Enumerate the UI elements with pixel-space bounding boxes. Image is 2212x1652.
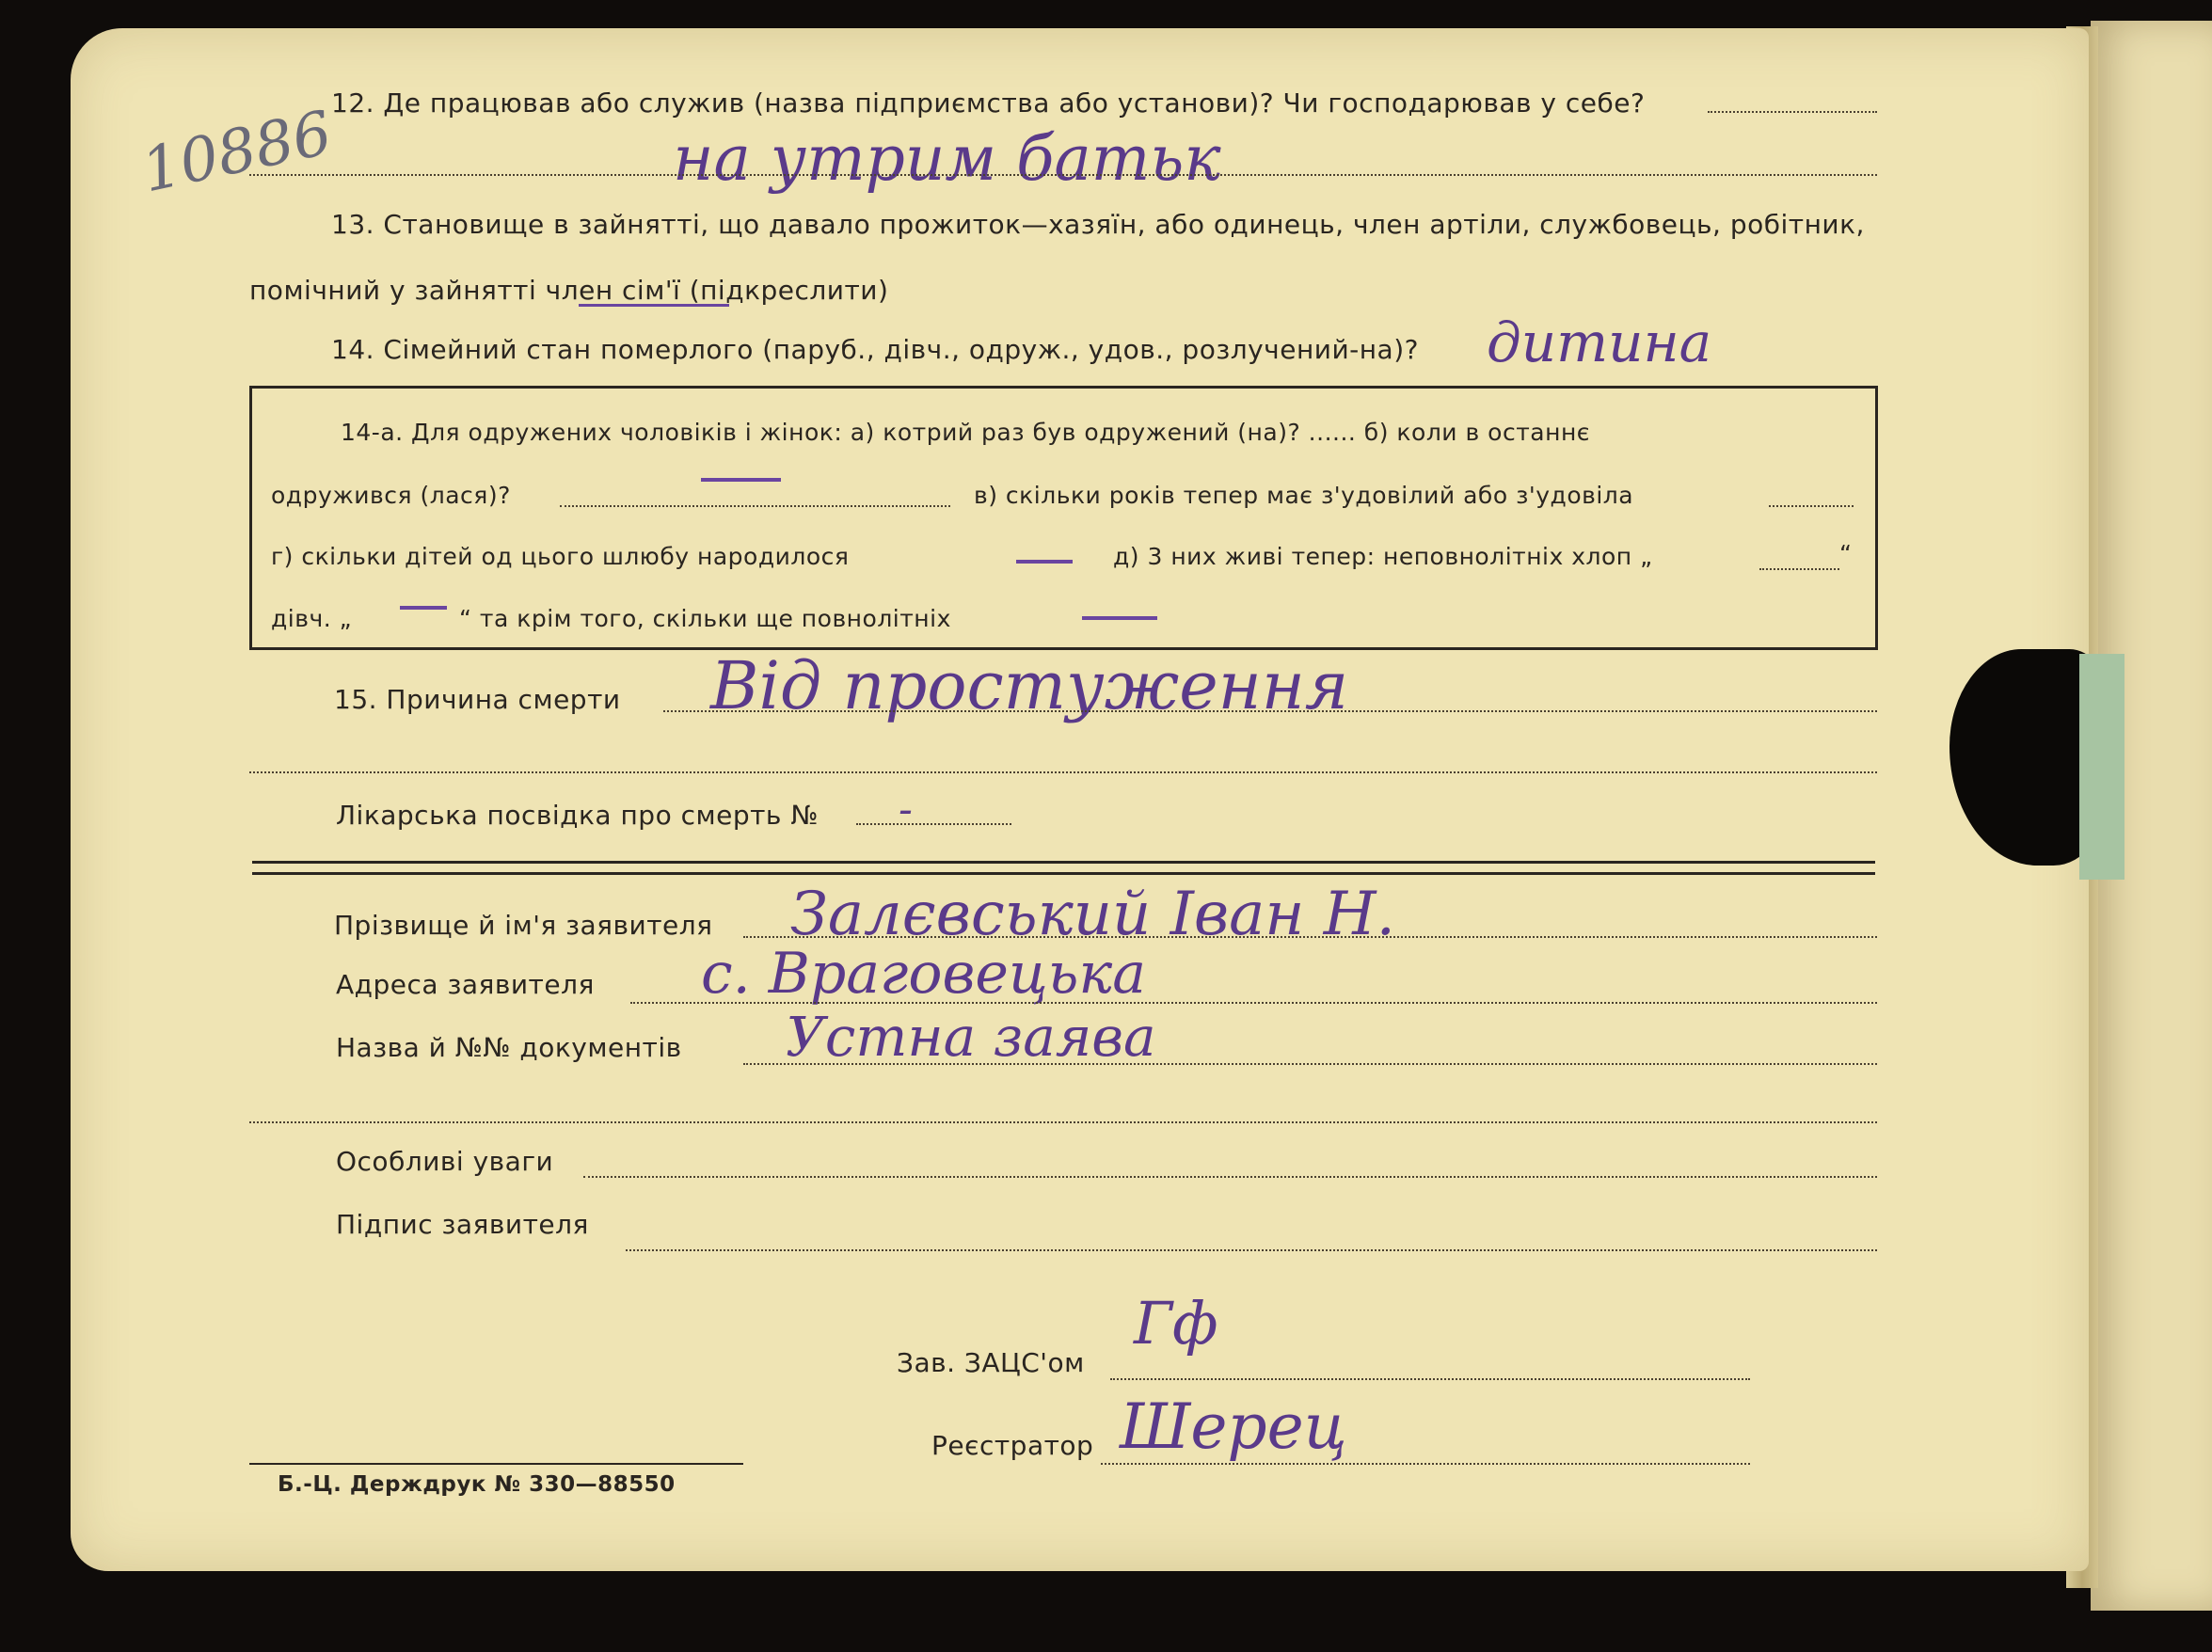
q12-label: 12. Де працював або служив (назва підприємства або установи)? Чи господарював у себе? bbox=[331, 87, 1646, 119]
margin-number: 10886 bbox=[135, 98, 339, 207]
head-label: Зав. ЗАЦС'ом bbox=[897, 1347, 1085, 1378]
separator-bottom bbox=[252, 872, 1875, 875]
registrar-dots bbox=[1101, 1463, 1750, 1465]
q12-answer: на утрим батьк bbox=[673, 122, 1221, 195]
q14a-line3c: “ bbox=[1839, 540, 1853, 567]
applicant-address-dots bbox=[630, 1002, 1877, 1004]
q14a-dash3 bbox=[1016, 560, 1073, 564]
notes-dots bbox=[583, 1176, 1877, 1178]
q14a-dots3 bbox=[1759, 568, 1839, 570]
q14a-dots2 bbox=[560, 505, 950, 507]
q14a-line4a: дівч. „ bbox=[271, 605, 353, 632]
q12-dots bbox=[1708, 111, 1877, 113]
q15-answer: Від простуження bbox=[710, 647, 1349, 724]
q13-underline bbox=[579, 304, 729, 307]
q15-dots bbox=[663, 710, 1877, 712]
head-signature: Гф bbox=[1134, 1289, 1218, 1358]
q13-label-line2: помічний у зайнятті член сім'ї (підкреслити) bbox=[249, 275, 889, 306]
applicant-signature-dots bbox=[626, 1249, 1877, 1251]
q13-label-line1: 13. Становище в зайнятті, що давало прожиток—хазяїн, або одинець, член артіли, службовець, робітник, bbox=[331, 209, 1865, 240]
q14a-dash4a bbox=[400, 606, 447, 610]
printer-imprint: Б.-Ц. Держдрук № 330—88550 bbox=[278, 1472, 676, 1497]
q15-line2 bbox=[249, 771, 1877, 773]
q14a-dash4b bbox=[1082, 616, 1157, 620]
q14-label: 14. Сімейний стан померлого (паруб., дівч., одруж., удов., розлучений-на)? bbox=[331, 334, 1420, 365]
certificate-label: Лікарська посвідка про смерть № bbox=[336, 800, 819, 831]
applicant-address-label: Адреса заявителя bbox=[336, 969, 595, 1000]
q14a-dash2 bbox=[701, 478, 781, 482]
certificate-answer: - bbox=[899, 786, 913, 834]
applicant-name-label: Прізвище й ім'я заявителя bbox=[334, 910, 713, 941]
applicant-name-dots bbox=[743, 936, 1877, 938]
registrar-label: Реєстратор bbox=[931, 1430, 1094, 1461]
registrar-signature: Шерец bbox=[1120, 1390, 1347, 1463]
applicant-docs-line2 bbox=[249, 1121, 1877, 1123]
q14a-line2b: в) скільки років тепер має з'удовілий або з'удовіла bbox=[974, 482, 1634, 509]
binding-tape bbox=[2079, 654, 2124, 880]
q14a-line3a: г) скільки дітей од цього шлюбу народилося bbox=[271, 543, 850, 570]
applicant-docs-value: Устна заява bbox=[786, 1005, 1156, 1069]
q14-answer: дитина bbox=[1487, 310, 1712, 374]
q15-label: 15. Причина смерти bbox=[334, 684, 621, 715]
q14a-line4b: “ та крім того, скільки ще повнолітніх bbox=[459, 605, 951, 632]
q14a-line2a: одружився (лася)? bbox=[271, 482, 511, 509]
q14a-line1: 14-а. Для одружених чоловіків і жінок: а) котрий раз був одружений (на)? ...... б) коли в останнє bbox=[341, 419, 1591, 446]
separator-top bbox=[252, 861, 1875, 864]
head-dots bbox=[1110, 1378, 1750, 1380]
footer-rule bbox=[249, 1463, 743, 1465]
applicant-name-value: Залєвський Іван Н. bbox=[790, 880, 1395, 949]
q14a-line3b: д) 3 них живі тепер: неповнолітніх хлоп „ bbox=[1113, 543, 1653, 570]
applicant-docs-label: Назва й №№ документів bbox=[336, 1032, 682, 1063]
applicant-address-value: с. Враговецька bbox=[701, 941, 1147, 1007]
applicant-signature-label: Підпис заявителя bbox=[336, 1209, 589, 1240]
certificate-dots bbox=[856, 823, 1011, 825]
q12-line bbox=[249, 174, 1877, 176]
q14a-dots2b bbox=[1769, 505, 1854, 507]
notes-label: Особливі уваги bbox=[336, 1146, 554, 1177]
applicant-docs-dots bbox=[743, 1063, 1877, 1065]
